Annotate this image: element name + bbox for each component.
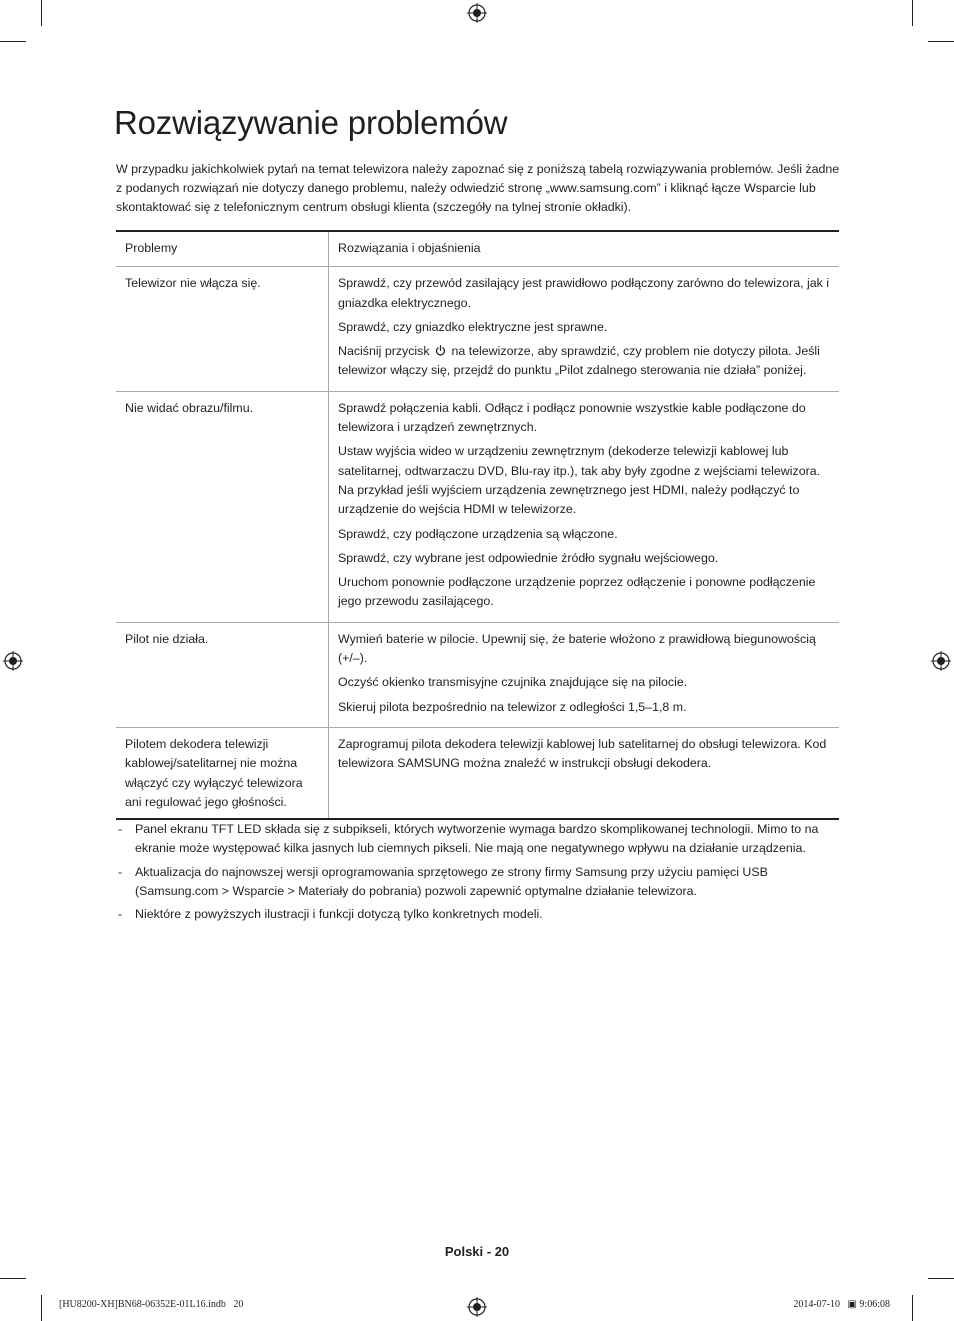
crop-mark bbox=[41, 1295, 42, 1321]
solutions-cell bbox=[329, 622, 840, 727]
note-text: Aktualizacja do najnowszej wersji oprogramowania sprzętowego ze strony firmy Samsung przy użyciu pamięci USB (Samsung.com > Wsparcie > Materiały do pobrania) pozwoli zapewnić optymalne działanie telewizora. bbox=[135, 864, 768, 898]
solution-text: Sprawdź połączenia kabli. Odłącz i podłącz ponownie wszystkie kable podłączone do telewizora i urządzeń zewnętrznych. bbox=[338, 400, 806, 435]
note-item bbox=[116, 905, 832, 924]
file-slug: [HU8200-XH]BN68-06352E-01L16.indb 20 bbox=[59, 1299, 244, 1310]
solution-text: Sprawdź, czy gniazdko elektryczne jest sprawne. bbox=[338, 319, 608, 334]
table-row bbox=[116, 622, 839, 727]
bullet-dash: - bbox=[118, 822, 123, 836]
solutions-cell bbox=[329, 391, 840, 622]
bullet-dash: - bbox=[118, 907, 123, 922]
page-number: Polski - 20 bbox=[444, 1244, 510, 1259]
crop-mark bbox=[912, 1295, 913, 1321]
note-text: Panel ekranu TFT LED składa się z subpikseli, których wytworzenie wymaga bardzo skomplikowanej technologii. Mimo to na ekranie może występować kilka jasnych lub ciemnych pikseli. Nie mają one negatywnego wpływu na działanie urządzenia. bbox=[135, 822, 819, 856]
troubleshooting-table bbox=[116, 230, 839, 820]
problem-cell: Telewizor nie włącza się. bbox=[116, 267, 329, 391]
crop-mark bbox=[928, 41, 954, 42]
notes-list bbox=[116, 820, 832, 928]
date-slug: 2014-07-10 ▣ 9:06:08 bbox=[793, 1299, 890, 1310]
crop-mark bbox=[928, 1278, 954, 1279]
note-text: Niektóre z powyższych ilustracji i funkcji dotyczą tylko konkretnych modeli. bbox=[135, 907, 543, 922]
solution-text: Sprawdź, czy podłączone urządzenia są włączone. bbox=[338, 526, 618, 541]
registration-mark-icon bbox=[467, 1297, 487, 1317]
registration-mark-icon bbox=[3, 651, 23, 671]
note-item bbox=[116, 820, 832, 859]
crop-mark bbox=[912, 0, 913, 26]
solution-text: Zaprogramuj pilota dekodera telewizji kablowej lub satelitarnej do obsługi telewizora. Kod telewizora SAMSUNG można znaleźć w instrukcji obsługi dekodera. bbox=[338, 736, 827, 771]
table-row bbox=[116, 391, 839, 622]
problem-cell: Pilot nie działa. bbox=[116, 622, 329, 727]
solution-text: Ustaw wyjścia wideo w urządzeniu zewnętrznym (dekoderze telewizji kablowej lub satelitarnej, odtwarzaczu DVD, Blu-ray itp.), tak aby były zgodne z wejściami telewizora. Na przykład jeśli wyjściem urządzenia zewnętrznego jest HDMI, należy podłączyć to urządzenie do wejścia HDMI w telewizorze. bbox=[338, 444, 821, 517]
solutions-cell bbox=[329, 727, 840, 819]
table-header-row bbox=[116, 231, 839, 267]
solution-text: Wymień baterie w pilocie. Upewnij się, że baterie włożono z prawidłową biegunowością (+/–). bbox=[338, 631, 816, 666]
registration-mark-icon bbox=[467, 3, 487, 23]
solution-text-after: na telewizorze, aby sprawdzić, czy problem nie dotyczy pilota. Jeśli telewizor włączy się, przejdź do punktu „Pilot zdalnego sterowania nie działa” poniżej. bbox=[338, 344, 820, 378]
bullet-dash: - bbox=[118, 864, 123, 879]
crop-mark bbox=[41, 0, 42, 26]
intro-paragraph: W przypadku jakichkolwiek pytań na temat telewizora należy zapoznać się z poniższą tabelą rozwiązywania problemów. Jeśli żadne z podanych rozwiązań nie dotyczy danego problemu, należy odwiedzić stronę „www.samsung.com” i kliknąć łącze Wsparcie lub skontaktować się z telefonicznym centrum obsługi klienta (szczegóły na tylnej stronie okładki). bbox=[116, 162, 840, 215]
table-row bbox=[116, 267, 839, 391]
solution-text-before: Naciśnij przycisk bbox=[338, 344, 430, 359]
crop-mark bbox=[0, 41, 26, 42]
solution-text bbox=[338, 342, 830, 381]
solution-text: Uruchom ponownie podłączone urządzenie poprzez odłączenie i ponowne podłączenie jego przewodu zasilającego. bbox=[338, 575, 816, 609]
page-title: Rozwiązywanie problemów bbox=[114, 104, 508, 141]
note-item bbox=[116, 863, 832, 902]
solution-text: Skieruj pilota bezpośrednio na telewizor z odległości 1,5–1,8 m. bbox=[338, 699, 687, 714]
solutions-cell bbox=[329, 267, 840, 391]
column-header-problems: Problemy bbox=[116, 231, 329, 267]
registration-mark-icon bbox=[931, 651, 951, 671]
solution-text: Oczyść okienko transmisyjne czujnika znajdujące się na pilocie. bbox=[338, 675, 688, 690]
solution-text: Sprawdź, czy przewód zasilający jest prawidłowo podłączony zarówno do telewizora, jak i gniazdka elektrycznego. bbox=[338, 276, 830, 310]
column-header-solutions: Rozwiązania i objaśnienia bbox=[329, 231, 840, 267]
table-row bbox=[116, 727, 839, 819]
solution-text: Sprawdź, czy wybrane jest odpowiednie źródło sygnału wejściowego. bbox=[338, 550, 719, 565]
crop-mark bbox=[0, 1278, 26, 1279]
problem-cell: Pilotem dekodera telewizji kablowej/satelitarnej nie można włączyć czy wyłączyć telewizora ani regulować jego głośności. bbox=[116, 727, 329, 819]
power-icon bbox=[435, 345, 446, 356]
problem-cell: Nie widać obrazu/filmu. bbox=[116, 391, 329, 622]
